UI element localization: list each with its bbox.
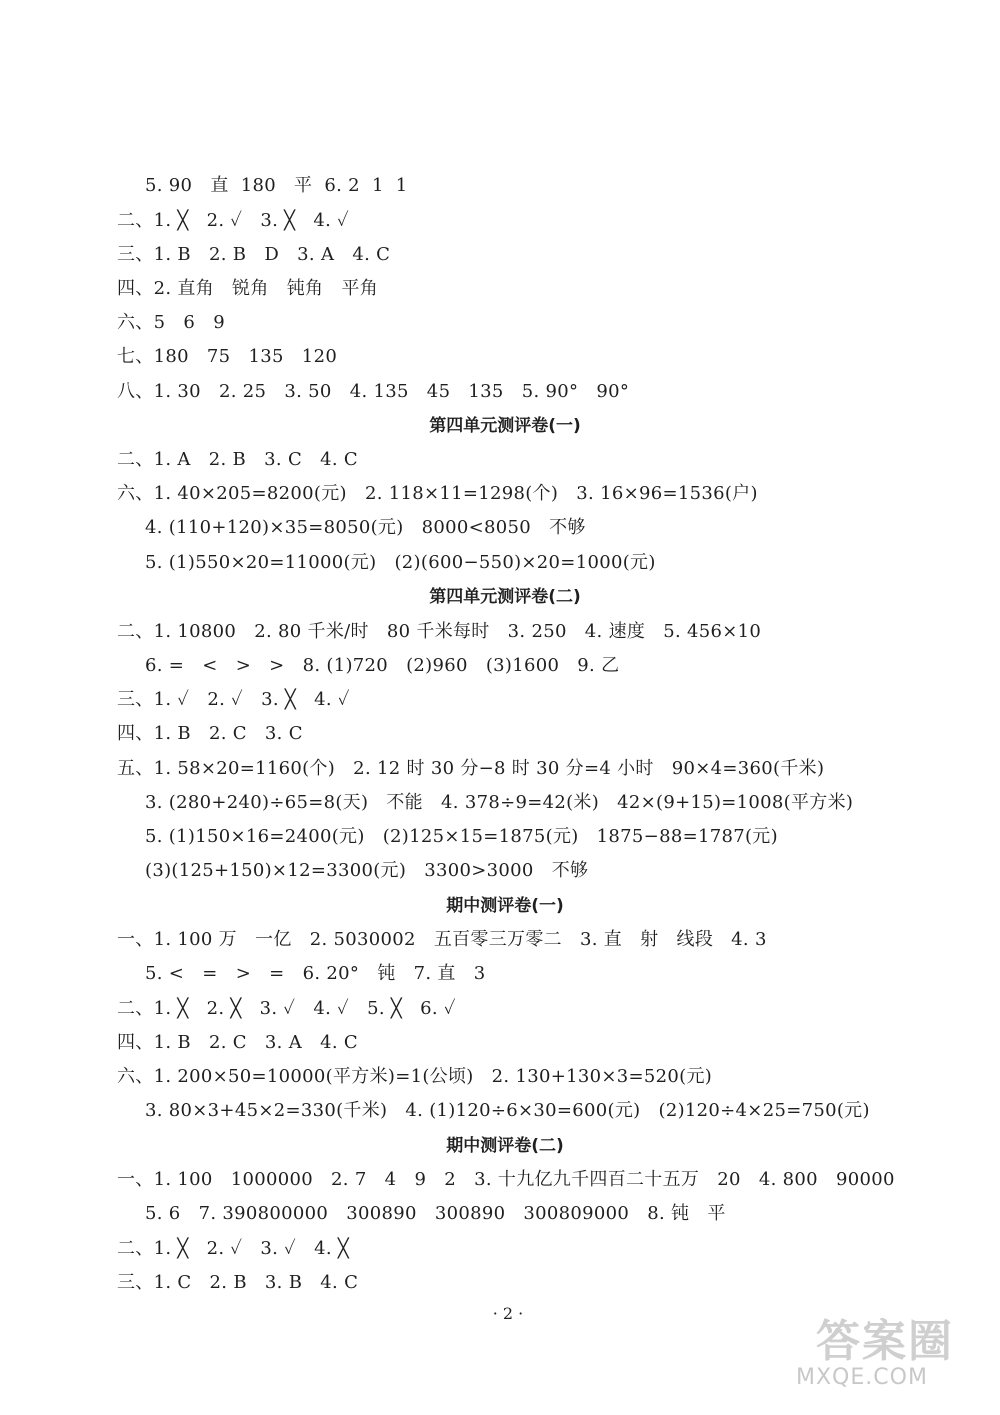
answer-line: 5. (1)150×16=2400(元) (2)125×15=1875(元) 1875−88=1787(元) xyxy=(145,826,778,847)
answer-line: 五、1. 58×20=1160(个) 2. 12 时 30 分−8 时 30 分=4 小时 90×4=360(千米) xyxy=(117,758,825,779)
answer-line: 二、1. A 2. B 3. C 4. C xyxy=(117,449,358,470)
answer-line: (3)(125+150)×12=3300(元) 3300>3000 不够 xyxy=(145,860,589,881)
answer-line: 5. < = > = 6. 20° 钝 7. 直 3 xyxy=(145,963,486,984)
section-heading: 期中测评卷(一) xyxy=(446,896,564,916)
answer-line: 六、5 6 9 xyxy=(117,312,225,333)
answer-line: 六、1. 200×50=10000(平方米)=1(公顷) 2. 130+130×3=520(元) xyxy=(117,1066,713,1087)
answer-line: 一、1. 100 万 一亿 2. 5030002 五百零三万零二 3. 直 射 线段 4. 3 xyxy=(117,929,767,950)
answer-line: 5. 90 直 180 平 6. 2 1 1 xyxy=(145,175,408,196)
answer-line: 5. 6 7. 390800000 300890 300890 300809000 8. 钝 平 xyxy=(145,1203,726,1224)
watermark xyxy=(796,1317,974,1391)
section-heading: 第四单元测评卷(二) xyxy=(429,587,581,607)
answer-line: 5. (1)550×20=11000(元) (2)(600−550)×20=1000(元) xyxy=(145,552,656,573)
answer-line: 六、1. 40×205=8200(元) 2. 118×11=1298(个) 3. 16×96=1536(户) xyxy=(117,483,758,504)
answer-line: 4. (110+120)×35=8050(元) 8000<8050 不够 xyxy=(145,517,586,538)
section-heading: 第四单元测评卷(一) xyxy=(429,416,581,436)
answer-line: 四、1. B 2. C 3. A 4. C xyxy=(117,1032,358,1053)
watermark-url: MXQE.COM xyxy=(796,1365,928,1390)
watermark-logo: 答案圈 xyxy=(816,1316,954,1367)
answer-line: 四、2. 直角 锐角 钝角 平角 xyxy=(117,278,378,299)
answer-line: 3. 80×3+45×2=330(千米) 4. (1)120÷6×30=600(元) (2)120÷4×25=750(元) xyxy=(145,1100,870,1121)
answer-line: 二、1. ╳ 2. ✓ 3. ✓ 4. ╳ xyxy=(117,1238,350,1259)
answer-line: 6. = < > > 8. (1)720 (2)960 (3)1600 9. 乙 xyxy=(145,655,620,676)
answer-line: 二、1. ╳ 2. ╳ 3. ✓ 4. ✓ 5. ╳ 6. ✓ xyxy=(117,998,456,1019)
answer-line: 七、180 75 135 120 xyxy=(117,346,338,367)
answer-line: 四、1. B 2. C 3. C xyxy=(117,723,303,744)
answer-line: 二、1. 10800 2. 80 千米/时 80 千米每时 3. 250 4. 速度 5. 456×10 xyxy=(117,621,762,642)
answer-line: 三、1. C 2. B 3. B 4. C xyxy=(117,1272,359,1293)
section-heading: 期中测评卷(二) xyxy=(446,1136,564,1156)
answer-line: 三、1. ✓ 2. ✓ 3. ╳ 4. ✓ xyxy=(117,689,350,710)
answer-line: 二、1. ╳ 2. ✓ 3. ╳ 4. ✓ xyxy=(117,210,350,231)
answer-line: 八、1. 30 2. 25 3. 50 4. 135 45 135 5. 90° 90° xyxy=(117,381,630,402)
page-number: · 2 · xyxy=(492,1304,524,1323)
answer-line: 三、1. B 2. B D 3. A 4. C xyxy=(117,244,391,265)
answer-line: 一、1. 100 1000000 2. 7 4 9 2 3. 十九亿九千四百二十五万 20 4. 800 90000 xyxy=(117,1169,895,1190)
answer-line: 3. (280+240)÷65=8(天) 不能 4. 378÷9=42(米) 42×(9+15)=1008(平方米) xyxy=(145,792,854,813)
